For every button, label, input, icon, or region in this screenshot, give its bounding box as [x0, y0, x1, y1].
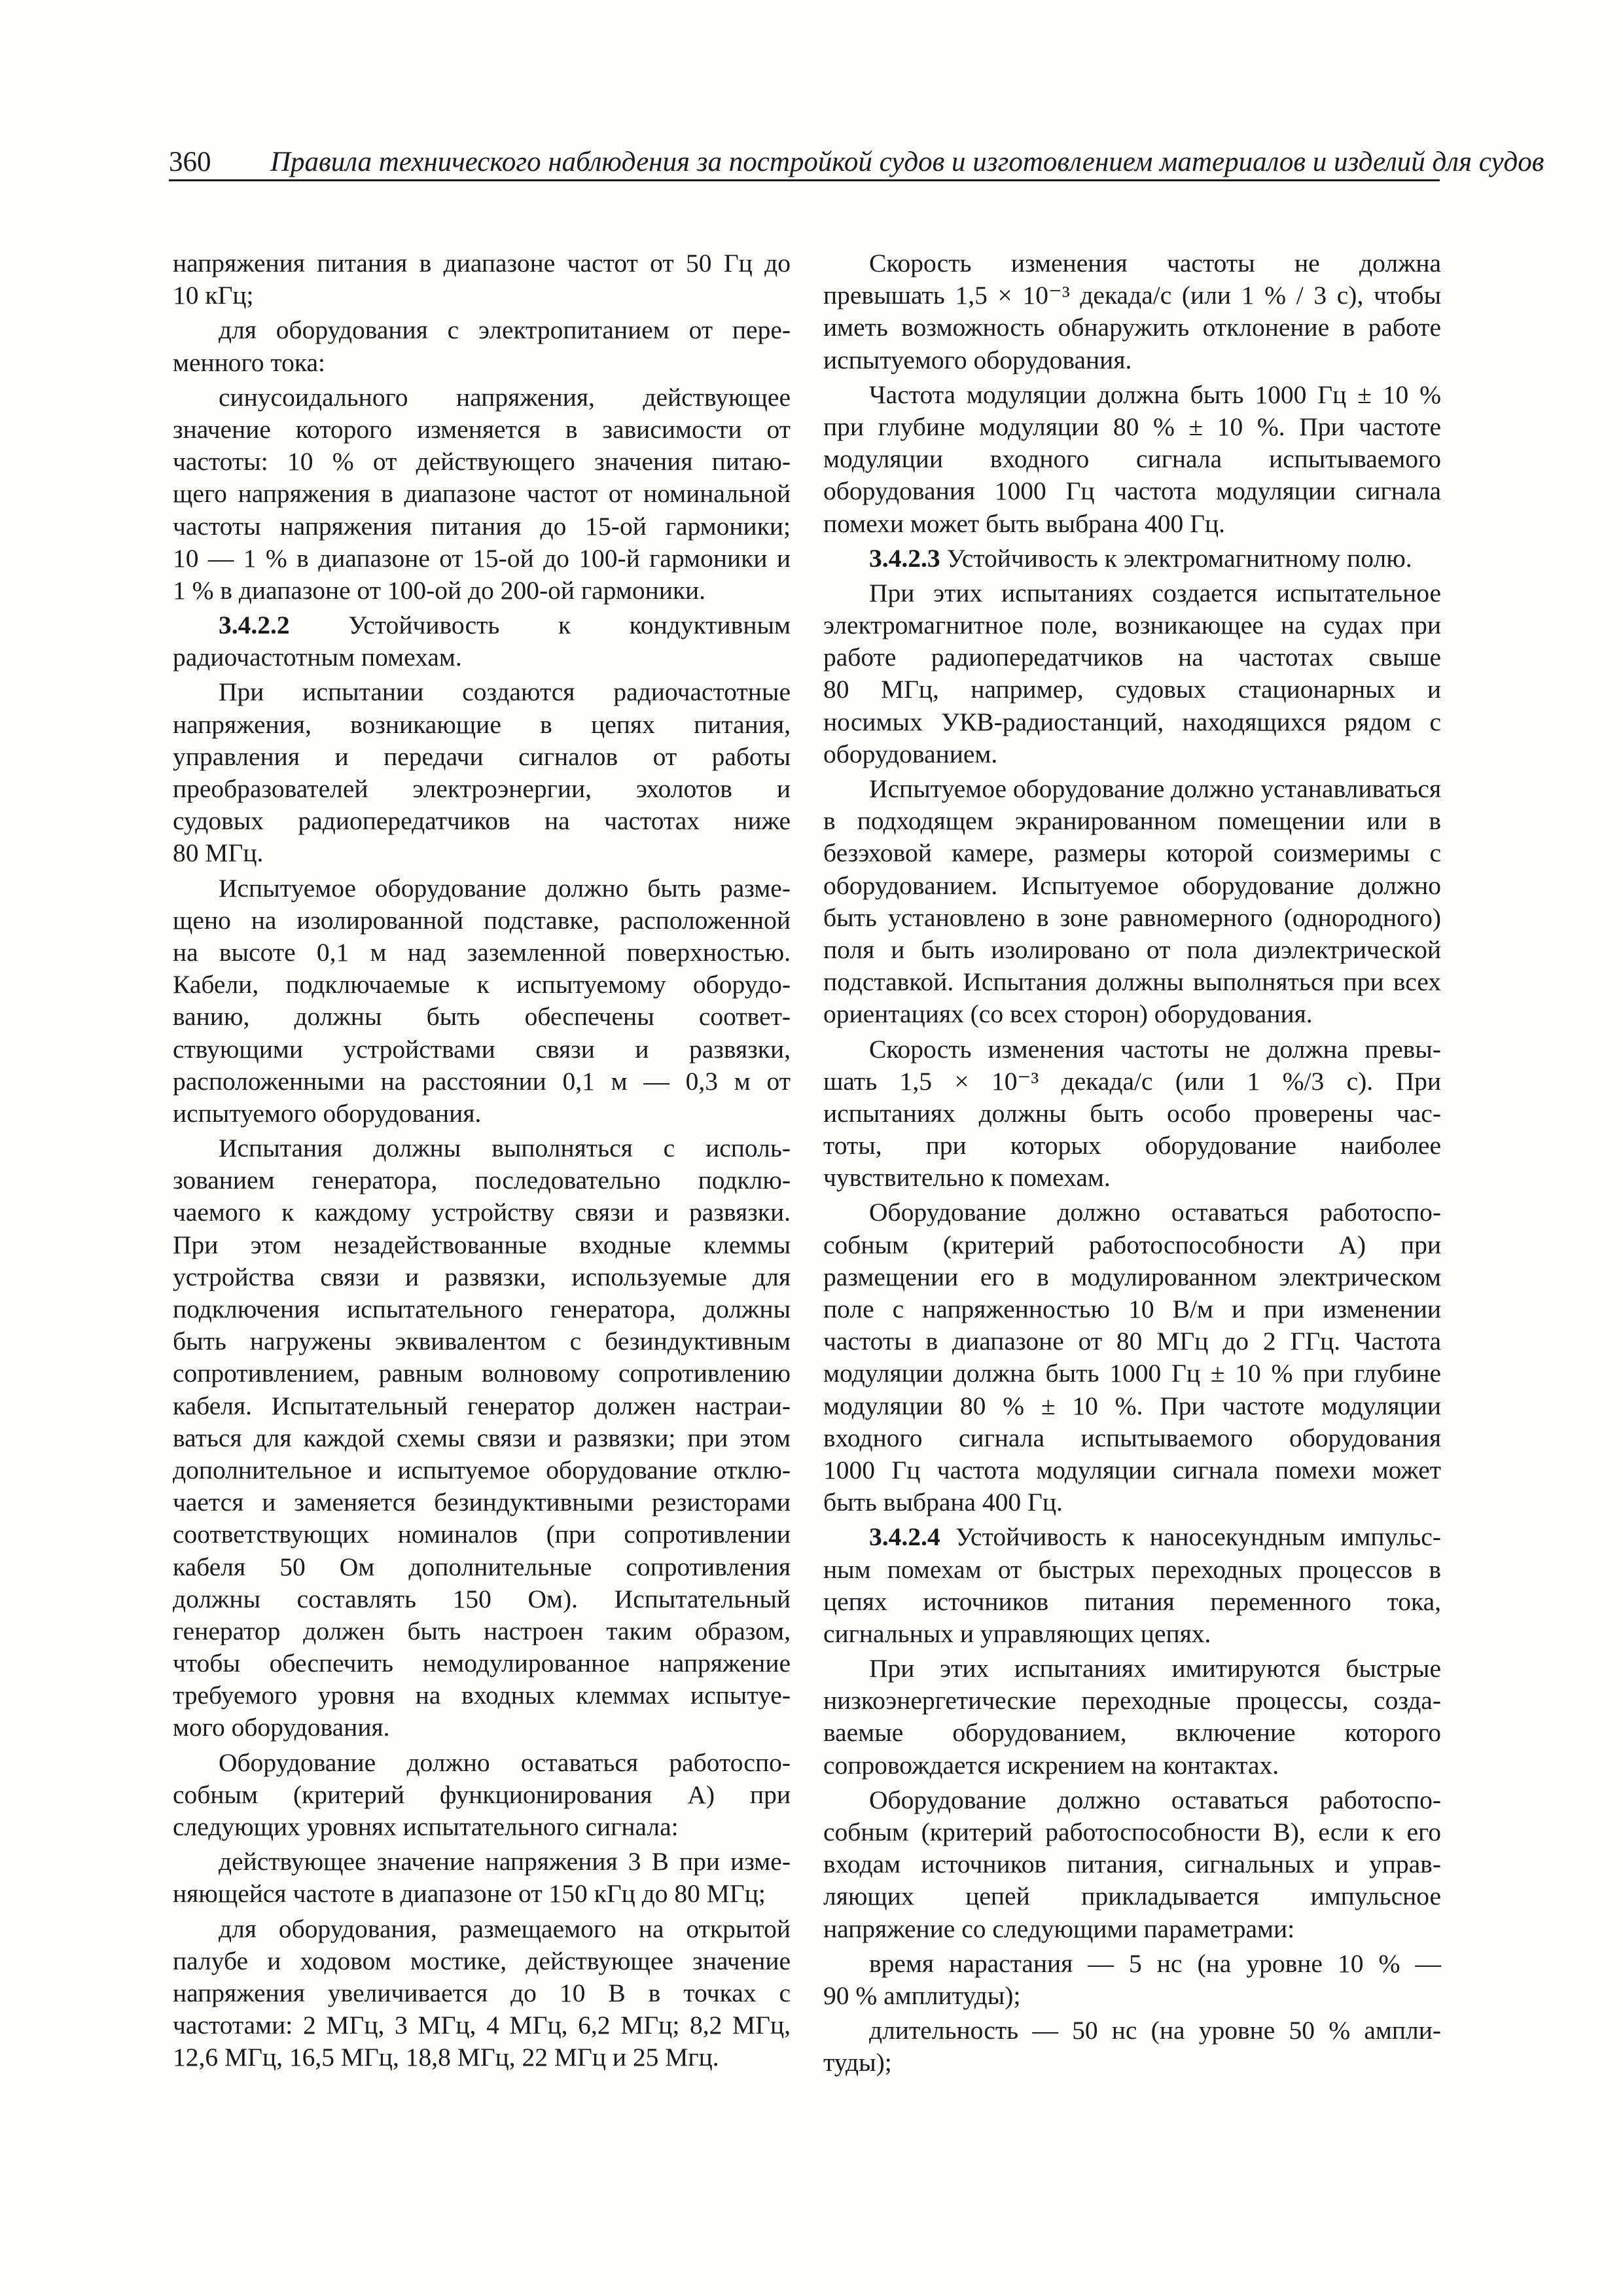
text-line: Испытуемое оборудование должно быть разме-: [219, 873, 791, 903]
paragraph: [823, 543, 1441, 575]
text-line: 1 % в диапазоне от 100-ой до 200-ой гармоники.: [173, 575, 706, 605]
text-line: менного тока:: [173, 348, 325, 377]
paragraph: [173, 1132, 791, 1744]
text-line: туды);: [823, 2048, 892, 2077]
text-line: При этих испытаниях создается испытательное: [869, 578, 1441, 607]
text-line: 3.4.2.4 Устойчивость к наносекундным импульс-: [869, 1522, 1441, 1552]
text-line: оборудованием.: [823, 739, 998, 768]
text-line: частоты напряжения питания до 15-ой гармоники;: [173, 511, 791, 541]
text-line: превышать 1,5 × 10⁻³ декада/с (или 1 % / 3 с), чтобы: [823, 281, 1441, 310]
text-line: действующее значение напряжения 3 В при изме-: [219, 1847, 791, 1876]
text-line: подставкой. Испытания должны выполняться при всех: [823, 967, 1441, 997]
text-line: поле с напряженностью 10 В/м и при изменении: [823, 1295, 1441, 1323]
paragraph: [173, 1846, 791, 1910]
paragraph: [173, 872, 791, 1130]
text-line: судовых радиопередатчиков на частотах ниже: [173, 806, 791, 836]
text-line: напряжение со следующими параметрами:: [823, 1914, 1295, 1943]
text-line: напряжения, возникающие в цепях питания,: [173, 709, 791, 739]
text-line: При этих испытаниях имитируются быстрые: [869, 1654, 1441, 1683]
section-number: 3.4.2.3: [869, 543, 940, 573]
text-line: напряжения питания в диапазоне частот от 50 Гц до: [173, 249, 791, 278]
text-line: помехи может быть выбрана 400 Гц.: [823, 509, 1225, 538]
text-line: испытаниях должны быть особо проверены час-: [823, 1098, 1441, 1128]
text-line: ваться для каждой схемы связи и развязки; при этом: [173, 1423, 791, 1452]
paragraph: [823, 577, 1441, 770]
text-line: чтобы обеспечить немодулированное напряжение: [173, 1649, 791, 1678]
text-line: оборудованием. Испытуемое оборудование должно: [823, 870, 1441, 900]
text-line: следующих уровнях испытательного сигнала:: [173, 1812, 679, 1841]
text-line: Частота модуляции должна быть 1000 Гц ± 10 %: [869, 380, 1441, 409]
text-line: частоты в диапазоне от 80 МГц до 2 ГГц. Частота: [823, 1327, 1441, 1356]
text-line: чувствительно к помехам.: [823, 1163, 1111, 1193]
text-line: входам источников питания, сигнальных и управ-: [823, 1850, 1441, 1879]
text-line: Оборудование должно оставаться работоспо-: [219, 1748, 791, 1777]
section-number: 3.4.2.4: [869, 1522, 940, 1552]
text-line: ваемые оборудованием, включение которого: [823, 1718, 1441, 1748]
text-line: генератор должен быть настроен таким образом,: [173, 1616, 791, 1645]
text-line: собным (критерий работоспособности В), если к его: [823, 1818, 1441, 1846]
text-line: При этом незадействованные входные клеммы: [173, 1230, 791, 1259]
text-line: 12,6 МГц, 16,5 МГц, 18,8 МГц, 22 МГц и 25 Мгц.: [173, 2043, 719, 2072]
text-line: подключения испытательного генератора, должны: [173, 1295, 791, 1323]
text-line: оборудования 1000 Гц частота модуляции сигнала: [823, 476, 1441, 506]
text-line: значение которого изменяется в зависимости от: [173, 414, 791, 444]
page-header: [169, 145, 1544, 181]
paragraph: [823, 1948, 1441, 2012]
text-line: преобразователей электроэнергии, эхолотов и: [173, 774, 791, 803]
paragraph: [823, 1196, 1441, 1518]
paragraph: [823, 1653, 1441, 1782]
paragraph: [823, 1784, 1441, 1945]
text-line: Кабели, подключаемые к испытуемому оборудо-: [173, 970, 791, 999]
text-line: При испытании создаются радиочастотные: [219, 677, 791, 707]
paragraph: [173, 609, 791, 673]
text-line: чается и заменяется безиндуктивными резисторами: [173, 1488, 791, 1517]
text-line: входного сигнала испытываемого оборудования: [823, 1423, 1441, 1452]
text-line: в подходящем экранированном помещении или в: [823, 806, 1441, 836]
text-line: быть установлено в зоне равномерного (однородного): [823, 903, 1441, 932]
text-line: испытуемого оборудования.: [173, 1098, 482, 1128]
text-line: 1000 Гц частота модуляции сигнала помехи может: [823, 1455, 1441, 1484]
text-line: для оборудования, размещаемого на открытой: [219, 1914, 791, 1943]
text-line: собным (критерий работоспособности А) при: [823, 1230, 1441, 1259]
text-line: поля и быть изолировано от пола диэлектрической: [823, 935, 1441, 964]
text-line: 90 % амплитуды);: [823, 1981, 1021, 2010]
text-line: управления и передачи сигналов от работы: [173, 742, 791, 771]
text-line: дополнительное и испытуемое оборудование отклю-: [173, 1455, 791, 1484]
text-line: время нарастания — 5 нс (на уровне 10 % —: [869, 1948, 1441, 1978]
text-line: носимых УКВ-радиостанций, находящихся рядом с: [823, 707, 1441, 736]
text-line: сигнальных и управляющих цепях.: [823, 1619, 1211, 1648]
text-line: модуляции должна быть 1000 Гц ± 10 % при глубине: [823, 1359, 1441, 1388]
text-line: сопротивлением, равным волновому сопротивлению: [173, 1359, 791, 1388]
text-line: работе радиопередатчиков на частотах свыше: [823, 643, 1441, 672]
text-line: Испытуемое оборудование должно устанавливаться: [869, 774, 1442, 803]
paragraph: [823, 379, 1441, 540]
text-line: иметь возможность обнаружить отклонение в работе: [823, 313, 1441, 342]
paragraph: [173, 314, 791, 378]
paragraph: [823, 2015, 1441, 2079]
text-line: радиочастотным помехам.: [173, 643, 462, 672]
paragraph: [823, 1033, 1441, 1194]
text-line: частотами: 2 МГц, 3 МГц, 4 МГц, 6,2 МГц; 8,2 МГц,: [173, 2011, 791, 2040]
text-line: 10 — 1 % в диапазоне от 15-ой до 100-й гармоники и: [173, 543, 791, 573]
text-line: быть нагружены эквивалентом с безиндуктивным: [173, 1327, 791, 1356]
text-line: щено на изолированной подставке, расположенной: [173, 905, 791, 935]
text-line: Оборудование должно оставаться работоспо-: [869, 1785, 1441, 1814]
text-line: кабеля 50 Ом дополнительные сопротивления: [173, 1552, 791, 1581]
text-line: ванию, должны быть обеспечены соответ-: [173, 1002, 791, 1031]
text-line: должны составлять 150 Ом). Испытательный: [173, 1584, 791, 1613]
text-line: соответствующих номиналов (при сопротивлении: [173, 1520, 791, 1549]
text-line: Скорость изменения частоты не должна превы-: [869, 1034, 1441, 1064]
text-line: ным помехам от быстрых переходных процессов в: [823, 1554, 1441, 1584]
text-line: шать 1,5 × 10⁻³ декада/с (или 1 %/3 с). При: [823, 1066, 1441, 1096]
text-line: при глубине модуляции 80 % ± 10 %. При частоте: [823, 412, 1441, 441]
text-line: кабеля. Испытательный генератор должен настраи-: [173, 1391, 791, 1420]
text-line: 3.4.2.2 Устойчивость к кондуктивным: [219, 611, 791, 640]
text-line: Скорость изменения частоты не должна: [869, 249, 1441, 278]
text-line: щего напряжения в диапазоне частот от номинальной: [173, 479, 791, 509]
paragraph: [173, 247, 791, 312]
right-column: [823, 247, 1441, 2082]
text-line: частоты: 10 % от действующего значения питаю-: [173, 447, 791, 476]
text-line: расположенными на расстоянии 0,1 м — 0,3 м от: [173, 1066, 791, 1096]
text-line: няющейся частоте в диапазоне от 150 кГц до 80 МГц;: [173, 1879, 766, 1909]
page-number: 360: [169, 147, 211, 177]
paragraph: [173, 1747, 791, 1844]
text-line: требуемого уровня на входных клеммах испытуе-: [173, 1681, 791, 1710]
text-line: зованием генератора, последовательно подклю-: [173, 1166, 791, 1195]
text-line: Оборудование должно оставаться работоспо-: [869, 1198, 1441, 1227]
left-column: [173, 247, 791, 2077]
text-line: палубе и ходовом мостике, действующее значение: [173, 1946, 791, 1975]
text-line: 10 кГц;: [173, 281, 254, 310]
text-line: сопровождается искрением на контактах.: [823, 1750, 1279, 1780]
text-line: синусоидального напряжения, действующее: [219, 382, 791, 412]
text-line: собным (критерий функционирования А) при: [173, 1780, 791, 1809]
paragraph: [173, 382, 791, 607]
text-line: модуляции входного сигнала испытываемого: [823, 444, 1441, 474]
paragraph: [173, 1913, 791, 2074]
text-line: безэховой камере, размеры которой соизмеримы с: [823, 838, 1441, 868]
text-line: размещении его в модулированном электрическом: [823, 1262, 1441, 1291]
paragraph: [823, 773, 1441, 1031]
text-line: ляющих цепей прикладывается импульсное: [823, 1882, 1441, 1911]
text-line: устройства связи и развязки, используемые для: [173, 1262, 791, 1291]
section-number: 3.4.2.2: [219, 611, 290, 640]
text-line: ствующими устройствами связи и развязки,: [173, 1034, 791, 1064]
text-line: напряжения увеличивается до 10 В в точках с: [173, 1978, 791, 2007]
paragraph: [823, 1521, 1441, 1650]
running-title: Правила технического наблюдения за постройкой судов и изготовлением материалов и изделий для судов: [270, 147, 1544, 177]
text-line: цепях источников питания переменного тока,: [823, 1587, 1441, 1616]
text-line: 3.4.2.3 Устойчивость к электромагнитному полю.: [869, 543, 1412, 573]
text-line: 80 МГц, например, судовых стационарных и: [823, 675, 1441, 704]
paragraph: [173, 676, 791, 869]
text-line: быть выбрана 400 Гц.: [823, 1488, 1063, 1517]
text-line: на высоте 0,1 м над заземленной поверхностью.: [173, 937, 791, 967]
text-line: ориентациях (со всех сторон) оборудования.: [823, 999, 1313, 1029]
text-line: электромагнитное поле, возникающее на судах при: [823, 611, 1441, 640]
text-line: Испытания должны выполняться с исполь-: [219, 1134, 791, 1163]
text-line: модуляции 80 % ± 10 %. При частоте модуляции: [823, 1391, 1441, 1420]
paragraph: [823, 247, 1441, 376]
text-line: длительность — 50 нс (на уровне 50 % ампли-: [869, 2016, 1441, 2045]
text-line: тоты, при которых оборудование наиболее: [823, 1131, 1441, 1160]
text-line: испытуемого оборудования.: [823, 345, 1132, 374]
text-line: чаемого к каждому устройству связи и развязки.: [173, 1198, 791, 1227]
text-line: для оборудования с электропитанием от пере-: [219, 315, 791, 345]
text-line: низкоэнергетические переходные процессы, созда-: [823, 1686, 1441, 1715]
text-line: 80 МГц.: [173, 838, 264, 868]
text-line: мого оборудования.: [173, 1713, 390, 1742]
